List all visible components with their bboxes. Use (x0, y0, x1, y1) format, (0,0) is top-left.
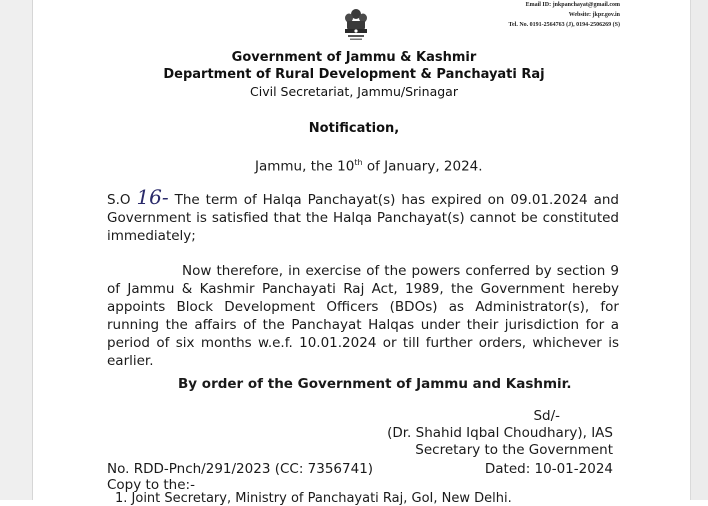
copy-to-label: Copy to the:- (107, 477, 195, 493)
signature-sd: Sd/- (533, 408, 560, 424)
paragraph-1 (107, 185, 619, 245)
contact-block (470, 0, 620, 30)
date-suffix: of January, 2024. (362, 158, 483, 175)
contact-tel: Tel. No. 0191-2564763 (J), 0194-2506269 (S) (508, 22, 620, 28)
department-title: Department of Rural Development & Panchayati Raj (163, 67, 545, 82)
copy-item: 1. Joint Secretary, Ministry of Panchayati Raj, GoI, New Delhi. (115, 491, 512, 506)
state-emblem-icon (341, 8, 371, 42)
dated-line: Dated: 10-01-2024 (484, 461, 613, 477)
date-prefix: Jammu, the 10 (255, 158, 355, 175)
order-line: By order of the Government of Jammu and Kashmir. (178, 376, 572, 392)
date-superscript: th (354, 158, 363, 167)
signatory-name: (Dr. Shahid Iqbal Choudhary), IAS (387, 425, 613, 441)
contact-website: Website: jkpr.gov.in (568, 12, 620, 18)
paragraph-2: Now therefore, in exercise of the powers conferred by section 9 of Jammu & Kashmir Panchayati Raj Act, 1989, the Government hereby appoints Block Development Officers (BDOs) as Administrator(s), for running the affairs of the Panchayat Halqas under their jurisdiction for a period of six months w.e.f. 10.01.2024 or till further orders, whichever is earlier. (107, 263, 619, 369)
so-label: S.O (107, 192, 131, 208)
paragraph-1-text: The term of Halqa Panchayat(s) has expired on 09.01.2024 and Government is satisfied that the Halqa Panchayat(s) cannot be constituted immediately; (107, 192, 619, 244)
address-line: Civil Secretariat, Jammu/Srinagar (250, 84, 458, 99)
contact-email: Email ID: jnkpanchayat@gmail.com (525, 2, 620, 8)
signatory-designation: Secretary to the Government (415, 442, 613, 458)
reference-number: No. RDD-Pnch/291/2023 (CC: 7356741) (107, 461, 374, 477)
so-number-handwritten: 16- (136, 185, 169, 209)
date-line (255, 158, 483, 175)
notification-title: Notification, (308, 121, 400, 136)
govt-title: Government of Jammu & Kashmir (231, 50, 477, 65)
